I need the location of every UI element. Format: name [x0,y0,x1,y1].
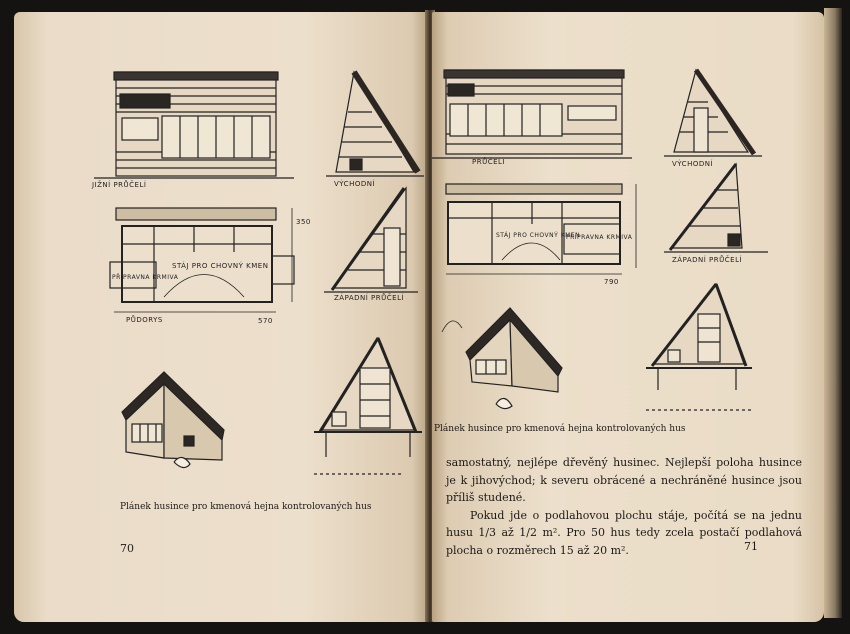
label-east-elevation: VÝCHODNÍ [672,160,714,168]
label-east-elevation: VÝCHODNÍ [334,180,376,188]
label-floor-plan: PŮDORYS [126,316,163,324]
east-elevation-drawing [326,72,424,176]
west-elevation-drawing [664,164,768,252]
label-dim-width: 790 [604,278,619,286]
page-number-right: 71 [744,540,758,553]
left-page-drawings [14,12,428,622]
figure-caption-right: Plánek husince pro kmenová hejna kontrolovaných hus [434,424,686,434]
page-edges [824,8,842,618]
perspective-drawing [442,308,562,409]
perspective-drawing [122,372,224,468]
label-prep-room: PŘÍPRAVNA KRMIVA [566,234,633,241]
label-west-elevation: ZÁPADNÍ PRŮČELÍ [334,294,405,302]
south-elevation-drawing [432,70,632,158]
east-elevation-drawing [664,70,762,156]
floor-plan-drawing [446,184,636,274]
west-elevation-drawing [324,188,418,292]
label-prep-room: PŘÍPRAVNA KRMIVA [112,274,179,281]
label-south-elevation: PRŮČELÍ [472,158,505,166]
paragraph-1: samostatný, nejlépe dřevěný husinec. Nejlepší poloha husince je k jihovýchod; k severu obrácené a nechráněné husince jsou příliš studené. [446,456,802,504]
left-page [14,12,428,622]
label-stable: STÁJ PRO CHOVNÝ KMEN [172,262,269,270]
floor-plan-drawing [110,208,294,312]
label-south-elevation: JIŽNÍ PRŮČELÍ [92,181,147,189]
section-drawing [314,338,422,474]
label-stable: STÁJ PRO CHOVNÝ KMEN [496,232,581,239]
label-dim-width: 570 [258,317,273,325]
paragraph-2: Pokud jde o podlahovou plochu stáje, počítá se na jednu husu 1/3 až 1/2 m². Pro 50 hus tedy zcela postačí podlahová plocha o rozměrech 15 až 20 m². [446,508,802,557]
label-west-elevation: ZÁPADNÍ PRŮČELÍ [672,256,743,264]
label-dim-height: 350 [296,218,311,226]
figure-caption-left: Plánek husince pro kmenová hejna kontrolovaných hus [120,502,372,512]
page-number-left: 70 [120,542,134,555]
south-elevation-drawing [94,72,294,178]
section-drawing [646,284,752,410]
right-page [432,12,824,622]
